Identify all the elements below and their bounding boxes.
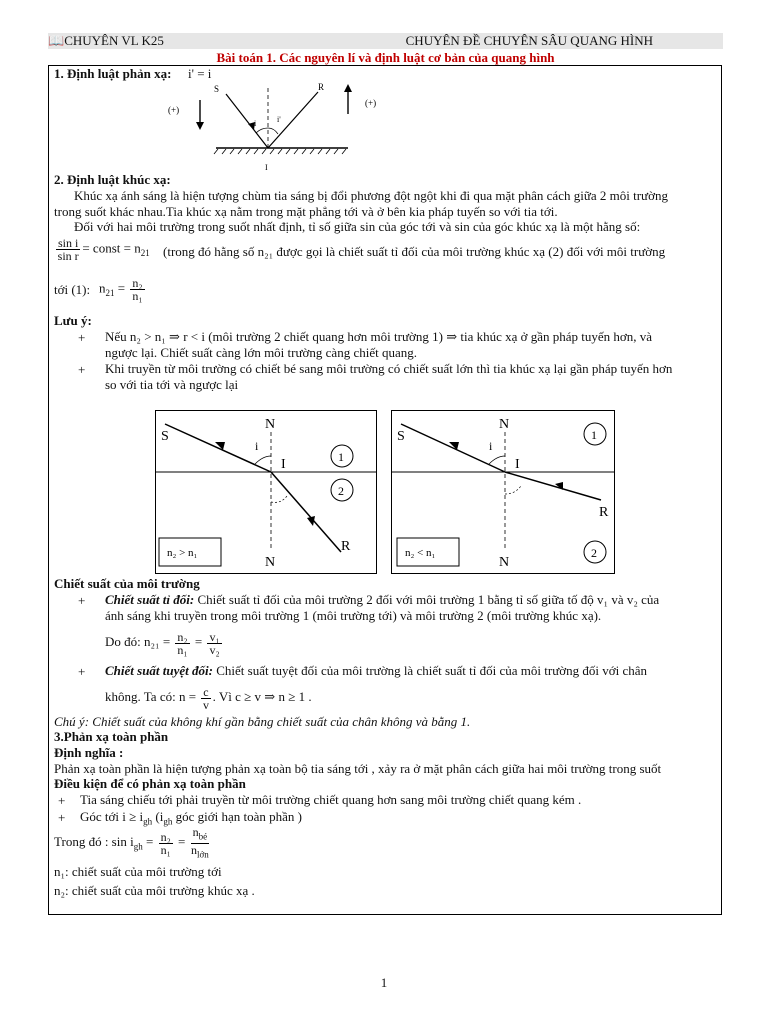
svg-text:N: N bbox=[265, 417, 276, 432]
tir-cond2: Góc tới $i \ge i_{gh}$ ($i_{gh}$ góc giới hạn toàn phần ) bbox=[80, 809, 302, 827]
svg-text:R: R bbox=[318, 82, 325, 92]
svg-text:N: N bbox=[265, 555, 276, 570]
s2-p3: (trong đó hằng số n₂₁ được gọi là chiết suất tỉ đối của môi trường khúc xạ (2) đối với môi trường bbox=[163, 244, 666, 259]
s1-heading: 1. Định luật phản xạ: bbox=[54, 66, 172, 81]
page-title: Bài toán 1. Các nguyên lí và định luật cơ bản của quang hình bbox=[216, 50, 555, 65]
svg-text:N: N bbox=[499, 417, 510, 432]
svg-text:(+): (+) bbox=[365, 98, 377, 108]
svg-text:i: i bbox=[254, 119, 257, 128]
relative-index-formula: Do đó: n₂₁ = $\frac{\text{n₂}}{\text{n₁}}$ = $\frac{\text{v₁}}{\text{v₂}}$ bbox=[105, 629, 220, 657]
absolute-index: Chiết suất tuyệt đối: Chiết suất tuyệt đối của môi trường là chiết suất tỉ đối của môi trường đối với chân bbox=[105, 663, 648, 678]
note-heading: Lưu ý: bbox=[54, 313, 92, 328]
tir-n1: n₁: chiết suất của môi trường tới bbox=[54, 864, 222, 879]
bullet-plus: + bbox=[78, 664, 86, 679]
tir-cond1: Tia sáng chiếu tới phải truyền từ môi trường chiết quang hơn sang môi trường chiết quang kém . bbox=[80, 792, 582, 807]
bullet-plus: + bbox=[78, 362, 86, 377]
sin-fraction: $\frac{\text{sin i}}{\text{sin r}}$ bbox=[57, 236, 79, 263]
svg-text:n₂ > n₁: n₂ > n₁ bbox=[167, 547, 198, 559]
svg-text:I: I bbox=[515, 457, 520, 472]
s2-p4: tới (1): bbox=[54, 282, 91, 297]
index-rel-b: ánh sáng khi truyền trong môi trường 1 (môi trường tới) và môi trường 2 (môi trường khúc xạ). bbox=[105, 608, 602, 623]
tir-heading: 3.Phản xạ toàn phần bbox=[54, 729, 169, 744]
note-b2a: Khi truyền từ môi trường có chiết bé sang môi trường có chiết suất lớn thì tia khúc xạ lại gần pháp tuyến hơn bbox=[105, 361, 673, 376]
s2-p2: Đối với hai môi trường trong suốt nhất định, tỉ số giữa sin của góc tới và sin của góc khúc xạ là một hằng số: bbox=[74, 219, 641, 234]
svg-text:i: i bbox=[489, 439, 493, 453]
svg-text:R: R bbox=[341, 539, 351, 554]
note-b1a: Nếu n₂ > n₁ ⇒ r < i (môi trường 2 chiết quang hơn môi trường 1) ⇒ tia khúc xạ ở gần pháp tuyến hơn, và bbox=[105, 329, 653, 344]
svg-text:S: S bbox=[161, 429, 169, 444]
svg-text:R: R bbox=[599, 505, 609, 520]
n21-formula: $n_{21}$ = $\frac{\text{n₂}}{\text{n₁}}$ bbox=[99, 276, 143, 303]
book-icon: 📖 bbox=[48, 33, 65, 48]
page-header bbox=[48, 33, 723, 49]
s2-p1a: Khúc xạ ánh sáng là hiện tượng chùm tia sáng bị đổi phương đột ngột khi đi qua mặt phân cách giữa 2 môi trường bbox=[74, 188, 668, 203]
svg-text:I: I bbox=[281, 457, 286, 472]
absolute-index-formula: không. Ta có: n = $\frac{c}{v}$ . Vì c ≥ v ⇒ n ≥ 1 . bbox=[105, 684, 312, 712]
bullet-plus: + bbox=[78, 330, 86, 345]
index-note: Chú ý: Chiết suất của không khí gần bằng chiết suất của chân không và bằng 1. bbox=[54, 714, 471, 729]
header-right: CHUYÊN ĐỀ CHUYÊN SÂU QUANG HÌNH bbox=[405, 33, 653, 48]
svg-text:1: 1 bbox=[591, 428, 597, 442]
header-left: 📖CHUYÊN VL K25 bbox=[48, 33, 164, 48]
s2-heading: 2. Định luật khúc xạ: bbox=[54, 172, 171, 187]
svg-text:i: i bbox=[255, 439, 259, 453]
svg-text:2: 2 bbox=[591, 546, 597, 560]
snell-formula: $\frac{\text{sin i}}{\text{sin r}}$ = const = $n_{21}$ bbox=[57, 236, 150, 263]
tir-cond-heading: Điều kiện để có phản xạ toàn phần bbox=[54, 776, 246, 791]
refraction-diagram-left bbox=[155, 410, 377, 574]
svg-text:(+): (+) bbox=[168, 105, 180, 115]
page-number: 1 bbox=[380, 975, 388, 990]
svg-text:n₂ < n₁: n₂ < n₁ bbox=[405, 547, 436, 559]
svg-text:S: S bbox=[214, 84, 220, 94]
svg-text:S: S bbox=[397, 429, 405, 444]
note-b1b: ngược lại. Chiết suất càng lớn môi trường càng chiết quang. bbox=[105, 345, 417, 360]
note-b2b: so với tia tới và ngược lại bbox=[105, 377, 239, 392]
svg-text:1: 1 bbox=[338, 450, 344, 464]
s2-p1b: trong suốt khác nhau.Tia khúc xạ nằm trong mặt phẳng tới và ở bên kia pháp tuyến so với tia tới. bbox=[54, 204, 558, 219]
svg-text:2: 2 bbox=[338, 484, 344, 498]
svg-text:I: I bbox=[265, 163, 268, 172]
svg-text:i': i' bbox=[277, 115, 281, 124]
critical-angle-formula: Trong đó : $\sin i_{gh}$ = $\frac{\text{n₂}}{\text{n₁}}$ = $n_{bé}$ $n_{lớn}$ bbox=[54, 825, 209, 859]
reflection-diagram bbox=[160, 78, 400, 174]
index-heading: Chiết suất của môi trường bbox=[54, 576, 200, 591]
tir-n2: n₂: chiết suất của môi trường khúc xạ . bbox=[54, 883, 255, 898]
refraction-diagram-right bbox=[391, 410, 615, 574]
bullet-plus: + bbox=[58, 793, 66, 808]
s1-formula: i' = i bbox=[188, 66, 212, 81]
bullet-plus: + bbox=[58, 810, 66, 825]
tir-definition: Phản xạ toàn phần là hiện tượng phản xạ toàn bộ tia sáng tới , xảy ra ở mặt phân cách giữa hai môi trường trong suốt bbox=[54, 761, 662, 776]
relative-index: Chiết suất tỉ đối: Chiết suất tỉ đối của môi trường 2 đối với môi trường 1 bằng tỉ số giữa tố độ v₁ và v₂ của bbox=[105, 592, 660, 607]
bullet-plus: + bbox=[78, 593, 86, 608]
svg-text:N: N bbox=[499, 555, 510, 570]
tir-def-heading: Định nghĩa : bbox=[54, 745, 124, 760]
